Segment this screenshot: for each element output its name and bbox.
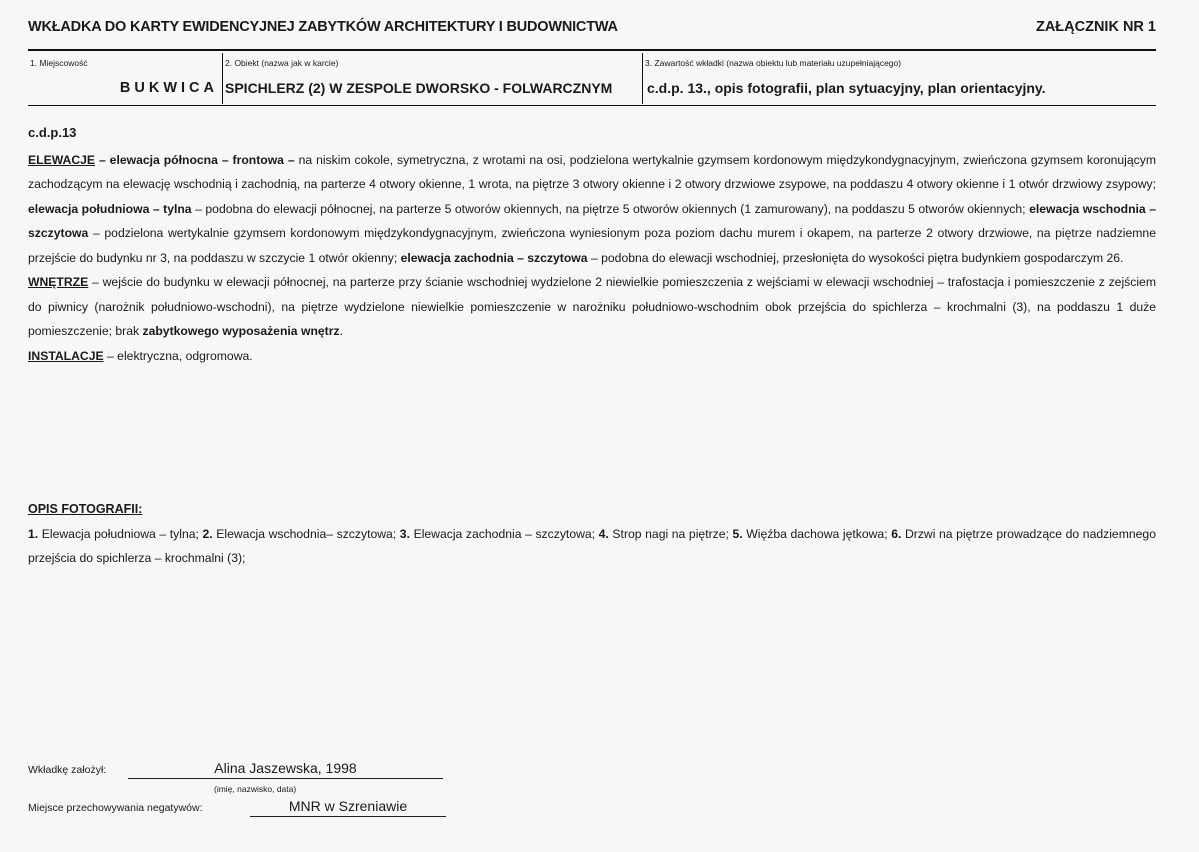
photo-number: 6.: [891, 526, 902, 541]
north-elevation-title: – elewacja północna – frontowa –: [95, 152, 295, 167]
document-header: [28, 19, 1156, 41]
contents-cell: [642, 53, 1157, 104]
locality-cell: [28, 53, 222, 104]
object-label: 2. Obiekt (nazwa jak w karcie): [225, 58, 339, 68]
field-row-rule: [28, 105, 1156, 106]
west-elevation-text: – podobna do elewacji wschodniej, przesłonięta do wysokości piętra budynkiem gospodarczym 26.: [587, 250, 1124, 265]
photo-caption: Elewacja wschodnia– szczytowa;: [212, 526, 400, 541]
interior-end: .: [339, 324, 343, 338]
locality-value: BUKWICA: [119, 80, 218, 96]
photo-caption: Elewacja południowa – tylna;: [38, 526, 203, 541]
contents-value: c.d.p. 13., opis fotografii, plan sytuacyjny, plan orientacyjny.: [647, 80, 1046, 96]
north-elevation-text: na niskim cokole, symetryczna, z wrotami na osi, podzielona wertykalnie gzymsem kordonowym międzykondygnacyjnym, zwieńczona gzymsem koronującym zachodzącym na elewację wschodnią i zachodnią, na parterze 4 otwory okienne, 1 wrota, na piętrze 3 otwory okienne i 2 otwory drzwiowe zsypowe, na poddaszu 4 otwory okienne i 1 otwór drzwiowy zsypowy;: [28, 152, 1156, 191]
photo-number: 1.: [28, 526, 39, 541]
photo-number: 5.: [732, 526, 743, 541]
founder-note: (imię, nazwisko, data): [214, 784, 297, 794]
document-title: WKŁADKA DO KARTY EWIDENCYJNEJ ZABYTKÓW ARCHITEKTURY I BUDOWNICTWA: [28, 19, 618, 35]
photo-number: 3.: [399, 526, 410, 541]
photo-number: 4.: [598, 526, 609, 541]
photo-descriptions: [28, 497, 1156, 571]
locality-label: 1. Miejscowość: [30, 58, 88, 68]
installations-heading: INSTALACJE: [28, 348, 104, 363]
photo-descriptions-heading: OPIS FOTOGRAFII:: [28, 502, 143, 516]
field-row: [28, 53, 1156, 104]
elevations-paragraph: [28, 148, 1156, 271]
photo-caption: Elewacja zachodnia – szczytowa;: [409, 526, 599, 541]
west-elevation-title: elewacja zachodnia – szczytowa: [397, 250, 588, 265]
storage-value: MNR w Szreniawie: [250, 798, 446, 817]
interior-paragraph: [28, 270, 1156, 344]
founder-label: Wkładkę założył:: [28, 764, 107, 776]
founder-value: Alina Jaszewska, 1998: [128, 760, 443, 779]
elevations-heading: ELEWACJE: [28, 152, 96, 167]
interior-heading: WNĘTRZE: [28, 275, 89, 289]
south-elevation-title: elewacja południowa – tylna: [28, 201, 192, 216]
cdp-heading: c.d.p.13: [28, 125, 77, 140]
photo-list: [28, 522, 1156, 571]
object-value: SPICHLERZ (2) W ZESPOLE DWORSKO - FOLWARCZNYM: [225, 80, 613, 96]
south-elevation-text: – podobna do elewacji północnej, na parterze 5 otworów okiennych, na piętrze 5 otworów okiennych (1 zamurowany), na poddaszu 5 otworów okiennych;: [191, 201, 1026, 216]
annex-number: ZAŁĄCZNIK NR 1: [1035, 19, 1156, 35]
contents-label: 3. Zawartość wkładki (nazwa obiektu lub materiału uzupełniającego): [645, 58, 902, 68]
installations-text: – elektryczna, odgromowa.: [103, 348, 253, 363]
photo-caption: Strop nagi na piętrze;: [608, 526, 733, 541]
photo-number: 2.: [202, 526, 213, 541]
document-page: [28, 0, 1156, 852]
east-elevation-text: – podzielona wertykalnie gzymsem kordonowym międzykondygnacyjnym, zwieńczona wyniesionym poza poziom dachu murem i okapem, na parterze 2 otwory drzwiowe, na piętrze nadziemne przejście do budynku nr 3, na poddaszu w szczycie 1 otwór okienny;: [28, 226, 1156, 265]
storage-label: Miejsce przechowywania negatywów:: [28, 802, 203, 814]
east-elevation-title: elewacja wschodnia – szczytowa: [28, 201, 1156, 240]
photo-caption: Więźba dachowa jętkowa;: [742, 526, 892, 541]
description-body: [28, 121, 1156, 368]
installations-paragraph: [28, 344, 1156, 369]
interior-text: – wejście do budynku w elewacji północnej, na parterze przy ścianie wschodniej wydzielone 2 niewielkie pomieszczenia z wejściami w elewacji wschodniej – trafostacja i pomieszczenie z zejściem do piwnicy (narożnik południowo-wschodni), na piętrze wydzielone niewielkie pomieszczenie w narożniku południowo-wschodnim obok przejścia do spichlerza – krochmalni (3), na poddaszu 1 duże pomieszczenie; brak: [28, 275, 1156, 338]
photo-caption: Drzwi na piętrze prowadzące do nadziemnego przejścia do spichlerza – krochmalni (3);: [28, 526, 1156, 565]
interior-bold-text: zabytkowego wyposażenia wnętrz: [139, 324, 340, 338]
header-rule: [28, 49, 1156, 51]
object-cell: [222, 53, 643, 104]
